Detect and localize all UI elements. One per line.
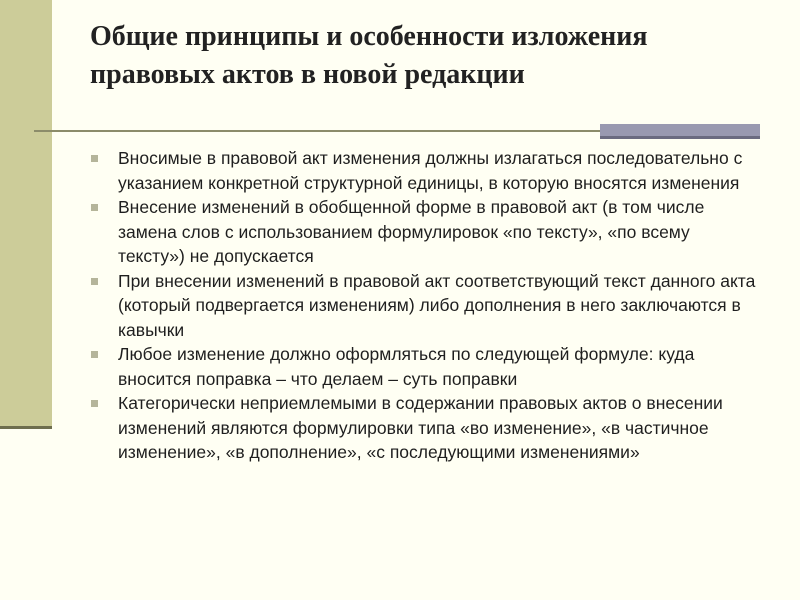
bullet-list — [90, 146, 760, 465]
decorative-side-bar — [0, 0, 52, 426]
bullet-item — [90, 391, 760, 465]
bullet-item — [90, 146, 760, 195]
bullet-text: Любое изменение должно оформляться по следующей формуле: куда вносится поправка – что делаем – суть поправки — [118, 344, 695, 389]
title-divider-line — [34, 130, 600, 132]
title-divider-block-shadow — [600, 136, 760, 139]
side-bar-edge — [0, 426, 52, 429]
bullet-text: Категорически неприемлемыми в содержании правовых актов о внесении изменений являются формулировки типа «во изменение», «в частичное изменение», «в дополнение», «с последующими изменениями» — [118, 393, 723, 462]
bullet-text: При внесении изменений в правовой акт соответствующий текст данного акта (который подвергается изменениям) либо дополнения в него заключаются в кавычки — [118, 270, 756, 340]
title-divider-block — [600, 124, 760, 136]
bullet-item — [90, 195, 760, 269]
square-bullet-icon — [91, 204, 98, 211]
square-bullet-icon — [91, 155, 98, 162]
square-bullet-icon — [91, 351, 98, 358]
bullet-item — [90, 342, 760, 391]
slide-title: Общие принципы и особенности изложения правовых актов в новой редакции — [90, 21, 648, 90]
square-bullet-icon — [91, 400, 98, 407]
bullet-item — [90, 269, 760, 343]
square-bullet-icon — [91, 278, 98, 285]
bullet-text: Внесение изменений в обобщенной форме в правовой акт (в том числе замена слов с использованием формулировок «по тексту», «по всему тексту») не допускается — [118, 197, 705, 266]
bullet-text: Вносимые в правовой акт изменения должны излагаться последовательно с указанием конкретной структурной единицы, в которую вносятся изменения — [118, 148, 743, 193]
